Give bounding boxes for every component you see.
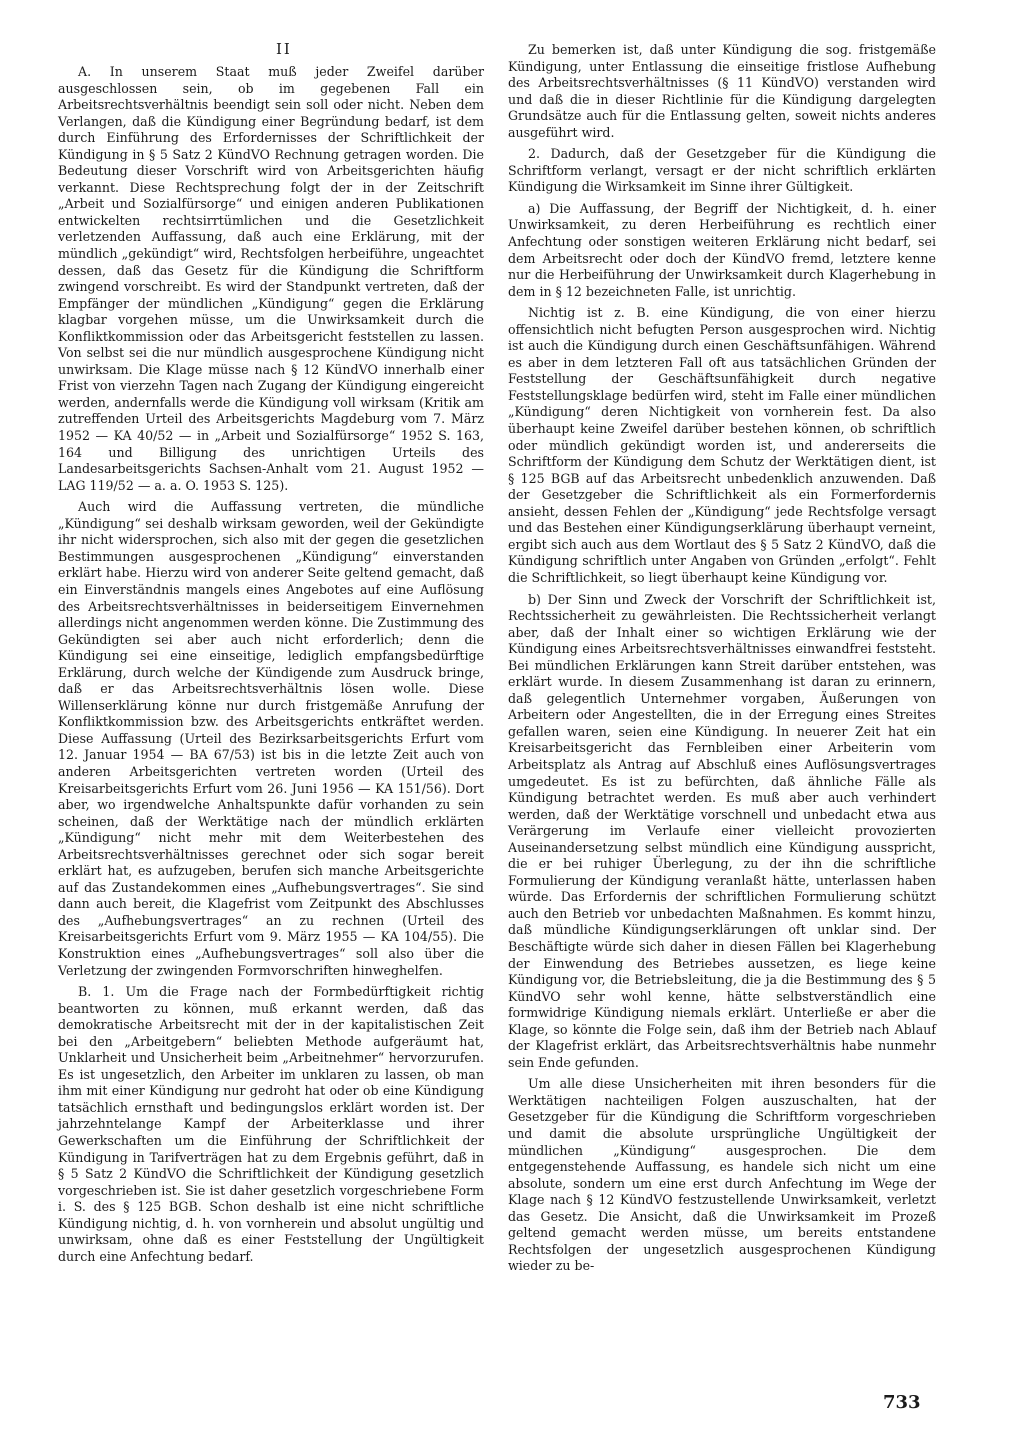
left-column: [58, 64, 484, 1270]
page-number: 733: [883, 1392, 921, 1413]
paragraph: 2. Dadurch, daß der Gesetzgeber für die Kündigung die Schriftform verlangt, versagt er der nicht schriftlich erklärten Kündigung die Wirksamkeit im Sinne ihrer Gültigkeit.: [508, 146, 936, 195]
right-column: [508, 42, 936, 1280]
paragraph: Um alle diese Unsicherheiten mit ihren besonders für die Werktätigen nachteiligen Folgen auszuschalten, hat der Gesetzgeber für die Kündigung die Schriftform vorgeschrieben und damit die absolute ursprüngliche Ungültigkeit der mündlichen „Kündigung“ ausgesprochen. Die dem entgegenstehende Auffassung, es handele sich nicht um eine absolute, sondern um eine erst durch Anfechtung im Wege der Klage nach § 12 KündVO festzustellende Unwirksamkeit, verletzt das Gesetz. Die Ansicht, daß die Unwirksamkeit im Prozeß geltend gemacht werden müsse, um bereits entstandene Rechtsfolgen der ungesetzlich ausgesprochenen Kündigung wieder zu be-: [508, 1076, 936, 1274]
paragraph: Auch wird die Auffassung vertreten, die mündliche „Kündigung“ sei deshalb wirksam geworden, weil der Gekündigte ihr nicht widersprochen, sich also mit der gegen die gesetzlichen Bestimmungen ausgesprochenen „Kündigung“ einverstanden erklärt habe. Hierzu wird von anderer Seite geltend gemacht, daß ein Einverständnis mangels eines Angebotes auf eine Auflösung des Arbeitsrechtsverhältnisses in beiderseitigem Einvernehmen allerdings nicht angenommen werden könne. Die Zustimmung des Gekündigten sei aber auch nicht erforderlich; denn die Kündigung sei eine einseitige, lediglich empfangsbedürftige Erklärung, durch welche der Kündigende zum Ausdruck bringe, daß er das Arbeitsrechtsverhältnis lösen wolle. Diese Willenserklärung könne nur durch fristgemäße Anrufung der Konfliktkommission bzw. des Arbeitsgerichts entkräftet werden. Diese Auffassung (Urteil des Bezirksarbeitsgerichts Erfurt vom 12. Januar 1954 — BA 67/53) ist bis in die letzte Zeit auch von anderen Arbeitsgerichten vertreten worden (Urteil des Kreisarbeitsgerichts Erfurt vom 26. Juni 1956 — KA 151/56). Dort aber, wo irgendwelche Anhaltspunkte dafür vorhanden zu sein scheinen, daß der Werktätige nach der mündlich erklärten „Kündigung“ nicht mehr mit dem Weiterbestehen des Arbeitsrechtsverhältnisses gerechnet oder sich sogar bereit erklärt hat, es aufzugeben, berufen sich manche Arbeitsgerichte auf das Zustandekommen eines „Aufhebungsvertrages“. Sie sind dann auch bereit, die Klagefrist vom Zeitpunkt des Abschlusses des „Aufhebungsvertrages“ an zu rechnen (Urteil des Kreisarbeitsgerichts Erfurt vom 9. März 1955 — KA 104/55). Die Konstruktion eines „Aufhebungsvertrages“ soll also über die Verletzung der zwingenden Formvorschriften hinweghelfen.: [58, 499, 484, 978]
paragraph: A. In unserem Staat muß jeder Zweifel darüber ausgeschlossen sein, ob im gegebenen Fall ein Arbeitsrechtsverhältnis beendigt sein soll oder nicht. Neben dem Verlangen, daß die Kündigung einer Begründung bedarf, ist dem durch Einführung des Erfordernisses der Schriftlichkeit der Kündigung in § 5 Satz 2 KündVO Rechnung getragen worden. Die Bedeutung dieser Vorschrift wird von Arbeitsgerichten häufig verkannt. Diese Rechtsprechung folgt der in der Zeitschrift „Arbeit und Sozialfürsorge“ und einigen anderen Publikationen entwickelten rechtsirrtümlichen und die Gesetzlichkeit verletzenden Auffassung, daß auch eine Erklärung, mit der mündlich „gekündigt“ wird, Rechtsfolgen herbeiführe, ungeachtet dessen, daß das Gesetz für die Kündigung die Schriftform zwingend vorschreibt. Es wird der Standpunkt vertreten, daß der Empfänger der mündlichen „Kündigung“ gegen die Erklärung klagbar vorgehen müsse, um die Unwirksamkeit durch die Konfliktkommission oder das Arbeitsgericht feststellen zu lassen. Von selbst sei die nur mündlich ausgesprochene Kündigung nicht unwirksam. Die Klage müsse nach § 12 KündVO innerhalb einer Frist von vierzehn Tagen nach Zugang der Kündigung eingereicht werden, andernfalls werde die Kündigung voll wirksam (Kritik am zutreffenden Urteil des Arbeitsgerichts Magdeburg vom 7. März 1952 — KA 40/52 — in „Arbeit und Sozialfürsorge“ 1952 S. 163, 164 und Billigung des unrichtigen Urteils des Landesarbeitsgerichts Sachsen-Anhalt vom 21. August 1952 — LAG 119/52 — a. a. O. 1953 S. 125).: [58, 64, 484, 493]
paragraph: B. 1. Um die Frage nach der Formbedürftigkeit richtig beantworten zu können, muß erkannt werden, daß das demokratische Arbeitsrecht mit der in der kapitalistischen Zeit bei den „Arbeitgebern“ beliebten Methode aufgeräumt hat, Unklarheit und Unsicherheit beim „Arbeitnehmer“ hervorzurufen. Es ist ungesetzlich, den Arbeiter im unklaren zu lassen, ob man ihm mit einer Kündigung nur gedroht hat oder ob eine Kündigung tatsächlich ernsthaft und bedingungslos erklärt worden ist. Der jahrzehntelange Kampf der Arbeiterklasse und ihrer Gewerkschaften um die Einführung der Schriftlichkeit der Kündigung in Tarifverträgen hat zu dem Ergebnis geführt, daß in § 5 Satz 2 KündVO die Schriftlichkeit der Kündigung gesetzlich vorgeschrieben ist. Sie ist daher gesetzlich vorgeschriebene Form i. S. des § 125 BGB. Schon deshalb ist eine nicht schriftliche Kündigung nichtig, d. h. von vornherein und absolut ungültig und unwirksam, ohne daß es einer Feststellung der Ungültigkeit durch eine Anfechtung bedarf.: [58, 984, 484, 1264]
paragraph: Zu bemerken ist, daß unter Kündigung die sog. fristgemäße Kündigung, unter Entlassung die einseitige fristlose Aufhebung des Arbeitsrechtsverhältnisses (§ 11 KündVO) verstanden wird und daß die in dieser Richtlinie für die Kündigung dargelegten Grundsätze auch für die Entlassung gelten, soweit nichts anderes ausgeführt wird.: [508, 42, 936, 140]
section-heading: II: [276, 40, 292, 58]
paragraph: b) Der Sinn und Zweck der Vorschrift der Schriftlichkeit ist, Rechtssicherheit zu gewährleisten. Die Rechtssicherheit verlangt aber, daß der Inhalt einer so wichtigen Erklärung wie der Kündigung eines Arbeitsrechtsverhältnisses einwandfrei feststeht. Bei mündlichen Erklärungen kann Streit darüber entstehen, was erklärt wurde. In diesem Zusammenhang ist daran zu erinnern, daß gelegentlich Unternehmer vorgaben, Äußerungen von Arbeitern oder Angestellten, die in der Erregung eines Streites gefallen waren, seien eine Kündigung. In neuerer Zeit hat ein Kreisarbeitsgericht das Fernbleiben einer Arbeiterin vom Arbeitsplatz als Antrag auf Abschluß eines Auflösungsvertrages umgedeutet. Es ist zu befürchten, daß ähnliche Fälle als Kündigung betrachtet werden. Es muß aber auch verhindert werden, daß der Werktätige vorschnell und unbedacht etwa aus Verärgerung im Verlaufe einer vielleicht provozierten Auseinandersetzung selbst mündlich eine Kündigung ausspricht, die er bei ruhiger Überlegung, zu der ihn die schriftliche Formulierung der Kündigung veranlaßt hätte, unterlassen haben würde. Das Erfordernis der schriftlichen Formulierung schützt auch den Betrieb vor unbedachten Maßnahmen. Es kommt hinzu, daß mündliche Kündigungserklärungen oft unklar sind. Der Beschäftigte würde sich daher in diesen Fällen bei Klagerhebung der Einwendung des Betriebes aussetzen, es liege keine Kündigung vor, die Betriebsleitung, die ja die Bestimmung des § 5 KündVO sehr wohl kenne, hätte selbstverständlich eine formwidrige Kündigung niemals erklärt. Unterließe er aber die Klage, so könnte die Folge sein, daß ihm der Betrieb nach Ablauf der Klagefrist erklärt, das Arbeitsrechtsverhältnis habe nunmehr sein Ende gefunden.: [508, 591, 936, 1070]
paragraph: Nichtig ist z. B. eine Kündigung, die von einer hierzu offensichtlich nicht befugten Person ausgesprochen wird. Nichtig ist auch die Kündigung durch einen Geschäftsunfähigen. Während es aber in dem letzteren Fall oft aus tatsächlichen Gründen der Feststellung der Geschäftsunfähigkeit durch negative Feststellungsklage bedürfen wird, steht im Falle einer mündlichen „Kündigung“ deren Nichtigkeit von vornherein fest. Da also überhaupt keine Zweifel darüber bestehen können, ob schriftlich oder mündlich gekündigt worden ist, und andererseits die Schriftform der Kündigung dem Schutz der Werktätigen dient, ist § 125 BGB auf das Arbeitsrecht unbedenklich anzuwenden. Daß der Gesetzgeber die Schriftlichkeit als ein Formerfordernis ansieht, dessen Fehlen der „Kündigung“ jede Rechtsfolge versagt und das Bestehen einer Kündigungserklärung überhaupt verneint, ergibt sich auch aus dem Wortlaut des § 5 Satz 2 KündVO, daß die Kündigung schriftlich unter Angaben von Gründen „erfolgt“. Fehlt die Schriftlichkeit, so liegt überhaupt keine Kündigung vor.: [508, 305, 936, 585]
paragraph: a) Die Auffassung, der Begriff der Nichtigkeit, d. h. einer Unwirksamkeit, zu deren Herbeiführung es rechtlich einer Anfechtung oder sonstigen weiteren Erklärung nicht bedarf, sei dem Arbeitsrecht oder doch der KündVO fremd, letztere kenne nur die Herbeiführung der Unwirksamkeit durch Klagerhebung in dem in § 12 bezeichneten Falle, ist unrichtig.: [508, 200, 936, 299]
